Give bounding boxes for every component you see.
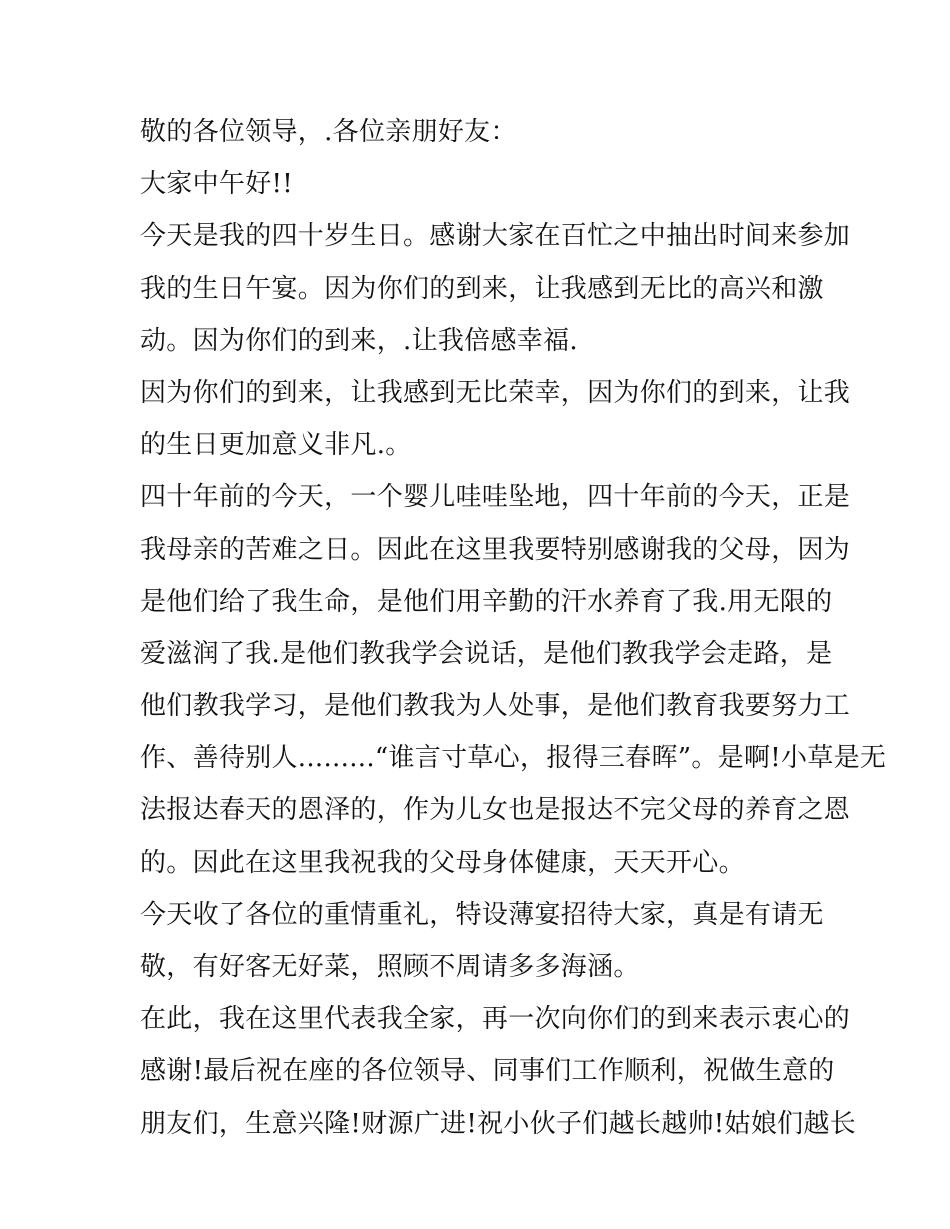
text-line: 朋友们，生意兴隆!财源广进!祝小伙子们越长越帅!姑娘们越长 — [140, 1108, 857, 1139]
document-body — [140, 106, 887, 1150]
text-line: 法报达春天的恩泽的，作为儿女也是报达不完父母的养育之恩 — [140, 795, 851, 826]
text-line: 四十年前的今天，一个婴儿哇哇坠地，四十年前的今天，正是 — [140, 482, 851, 513]
text-line: 在此，我在这里代表我全家，再一次向你们的到来表示衷心的 — [140, 1004, 851, 1035]
text-line: 今天收了各位的重情重礼，特设薄宴招待大家，真是有请无 — [140, 899, 824, 930]
text-line: 的。因此在这里我祝我的父母身体健康，天天开心。 — [140, 847, 745, 878]
text-line: 敬的各位领导，.各位亲朋好友： — [140, 117, 517, 147]
text-line: 大家中午好!! — [140, 169, 293, 200]
text-line: 他们教我学习，是他们教我为人处事，是他们教育我要努力工 — [140, 691, 851, 722]
text-line: 我母亲的苦难之日。因此在这里我要特别感谢我的父母，因为 — [140, 534, 851, 565]
text-line: 是他们给了我生命，是他们用辛勤的汗水养育了我.用无限的 — [140, 586, 833, 617]
text-line: 我的生日午宴。因为你们的到来，让我感到无比的高兴和激 — [140, 273, 824, 304]
text-line: 作、善待别人.........“谁言寸草心，报得三春晖”。是啊!小草是无 — [140, 743, 887, 774]
text-line: 今天是我的四十岁生日。感谢大家在百忙之中抽出时间来参加 — [140, 221, 851, 252]
text-line: 动。因为你们的到来，.让我倍感幸福. — [140, 325, 578, 356]
text-line: 爱滋润了我.是他们教我学会说话，是他们教我学会走路，是 — [140, 638, 833, 669]
text-line: 因为你们的到来，让我感到无比荣幸，因为你们的到来，让我 — [140, 377, 851, 408]
text-line: 感谢!最后祝在座的各位领导、同事们工作顺利，祝做生意的 — [140, 1056, 835, 1087]
text-line: 敬，有好客无好菜，照顾不周请多多海涵。 — [140, 952, 640, 982]
text-line: 的生日更加意义非凡.。 — [140, 430, 412, 461]
